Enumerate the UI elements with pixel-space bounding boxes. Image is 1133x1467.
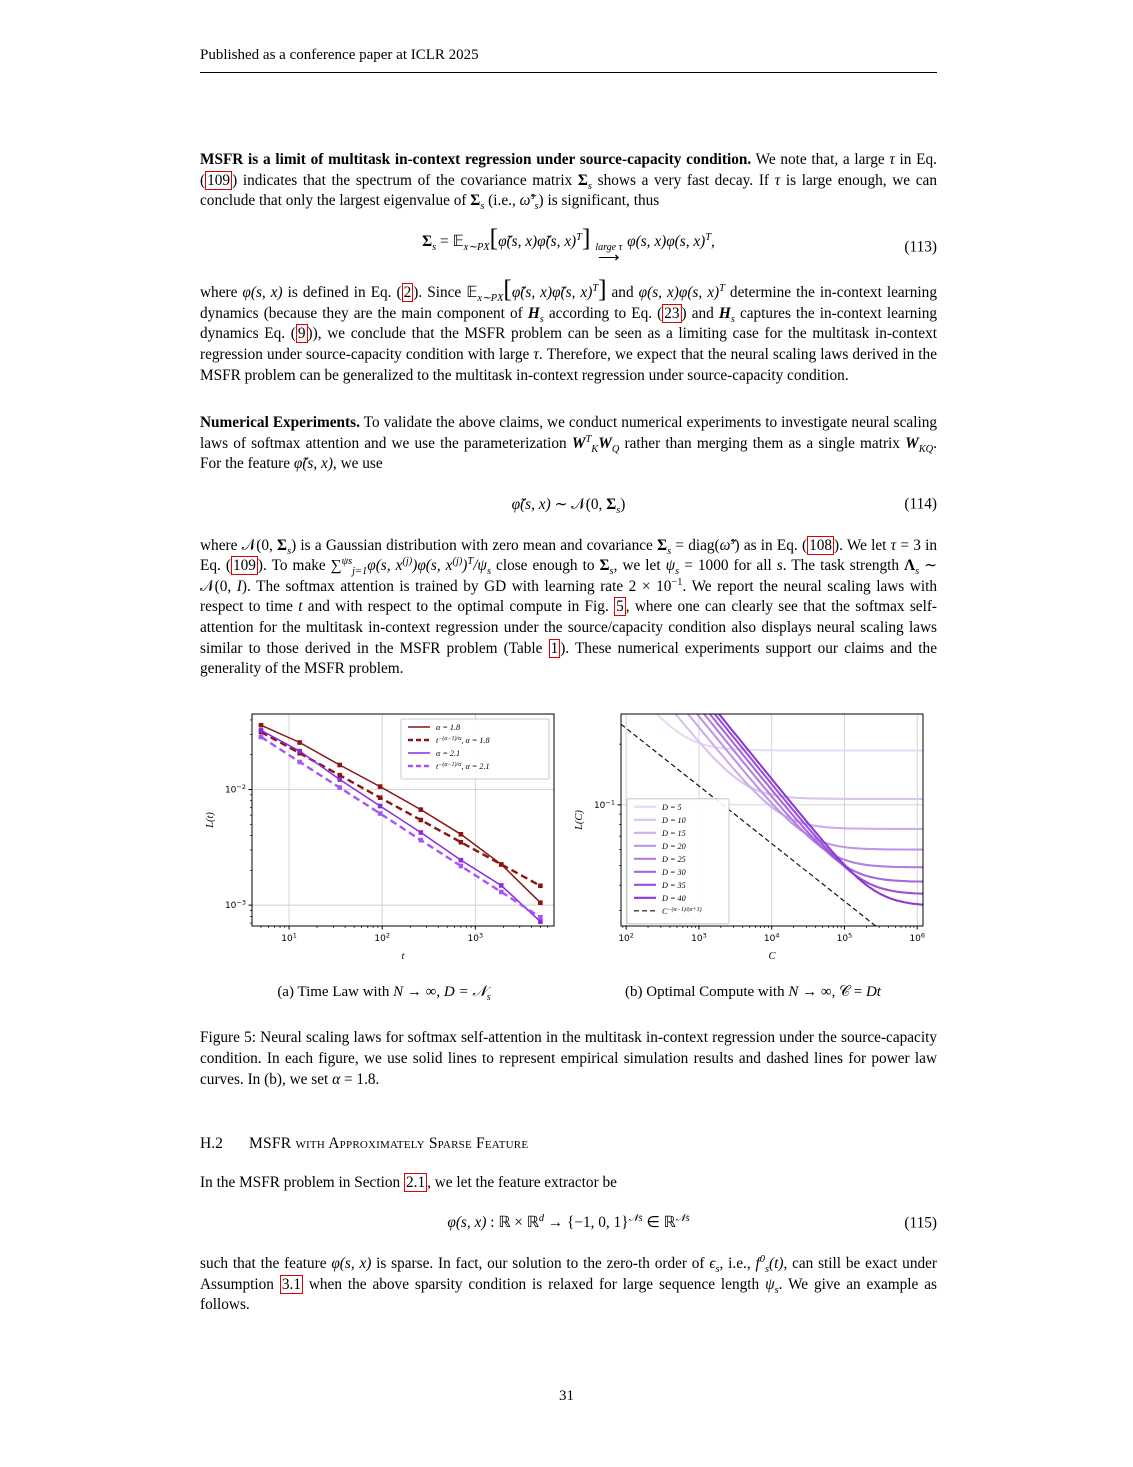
- text-run: s: [675, 566, 680, 578]
- text-run: f: [755, 1254, 760, 1272]
- equation-113: [200, 224, 937, 266]
- text-run: ψ: [765, 1275, 775, 1293]
- text-run: D: [443, 983, 455, 1000]
- paragraph-where-phi: [200, 276, 937, 386]
- text-run: τ: [890, 536, 897, 554]
- text-run: KQ: [918, 443, 934, 455]
- svg-text:106: $10^6$: [909, 931, 926, 944]
- svg-text:10−1: $10^{-1}$: [593, 798, 615, 811]
- equation-115: [200, 1213, 937, 1234]
- text-run: = 1.8.: [340, 1070, 380, 1088]
- text-run: s: [715, 1263, 720, 1275]
- text-run: , can still be exact under Assumption: [200, 1254, 937, 1293]
- chart-time-law: [200, 706, 568, 1003]
- figure-5: [200, 706, 937, 1003]
- paragraph-msfr-limit: [200, 150, 937, 212]
- text-run: x∼P: [463, 241, 484, 253]
- text-run: (j): [402, 556, 413, 568]
- limit-arrow: large τ ⟶: [595, 241, 623, 266]
- text-run: φ(s, x: [367, 557, 403, 575]
- text-run: = 1000 for all: [679, 557, 777, 575]
- text-run: Σ: [422, 232, 433, 250]
- text-run: φ(s, x): [447, 1214, 487, 1232]
- text-run: K: [591, 443, 599, 455]
- text-run: ) is significant, thus: [538, 192, 660, 210]
- text-run: Q: [611, 443, 620, 455]
- svg-text:104: $10^4$: [763, 931, 780, 944]
- text-run: H: [527, 304, 540, 322]
- text-run: ) is a Gaussian distribution with zero mean and covariance: [291, 536, 658, 554]
- section-heading-h2: [200, 1134, 937, 1155]
- equation-115-number: (115): [904, 1214, 937, 1232]
- text-run: We note that, a large: [751, 151, 890, 168]
- text-run: is sparse. In fact, our solution to the zero-th order of: [371, 1254, 710, 1272]
- svg-text:101: $10^1$: [281, 931, 297, 944]
- text-run: ∼ 𝒩(0,: [550, 496, 607, 514]
- text-run: φ(s, x): [331, 1254, 372, 1272]
- text-run: s: [480, 201, 485, 213]
- text-run: = diag(: [671, 536, 720, 554]
- text-run: T: [585, 433, 592, 445]
- section-number: H.2: [200, 1135, 223, 1153]
- text-run: φ(s, x): [242, 284, 283, 302]
- svg-text:t: t: [401, 950, 405, 962]
- text-run: and with respect to the optimal compute in Fig.: [302, 598, 615, 616]
- text-run: s: [774, 1284, 779, 1296]
- text-run: ). To make ∑: [257, 557, 342, 575]
- text-run: N: [393, 983, 404, 1000]
- equation-113-number: (113): [904, 238, 937, 256]
- text-run: s: [776, 557, 783, 575]
- svg-text:D = 5: D = 5: [662, 802, 682, 812]
- text-run: shows a very fast decay. If: [591, 171, 775, 189]
- text-run: close enough to: [491, 557, 600, 575]
- text-run: ∼ 𝒩(0,: [200, 557, 937, 595]
- text-run: −1: [671, 576, 683, 588]
- ref-link[interactable]: 1: [550, 639, 559, 657]
- text-run: ). We let: [834, 536, 891, 554]
- text-run: = 𝒩: [454, 983, 487, 1000]
- text-run: → {−1, 0, 1}: [544, 1214, 629, 1232]
- text-run: φ̃(s, x)φ̃(s, x): [498, 232, 577, 250]
- svg-text:α = 2.1: α = 2.1: [436, 748, 461, 758]
- text-run: ψs: [341, 556, 353, 568]
- ref-link[interactable]: 108: [809, 536, 833, 554]
- text-run: 𝒩s: [675, 1213, 690, 1225]
- text-run: φ̃(s, x): [511, 496, 551, 514]
- text-run: φ̃(s, x)φ̃(s, x): [511, 284, 593, 302]
- svg-text:C: C: [768, 950, 776, 962]
- text-run: H: [718, 304, 731, 322]
- text-run: d: [538, 1213, 545, 1225]
- svg-text:D = 25: D = 25: [662, 854, 686, 864]
- text-run: (t): [769, 1254, 784, 1272]
- paragraph-msfr-section: [200, 1173, 937, 1194]
- text-run: s: [530, 191, 535, 203]
- text-run: T: [576, 231, 582, 243]
- paragraph-sparse-feature: [200, 1254, 937, 1316]
- svg-text:103: $10^3$: [691, 931, 707, 944]
- text-run: ) and: [681, 304, 719, 322]
- text-run: = 3 in Eq. (: [200, 536, 937, 575]
- text-run: , i.e.,: [719, 1254, 756, 1272]
- text-run: In the MSFR problem in Section: [200, 1173, 404, 1191]
- text-run: Σ: [577, 171, 588, 189]
- text-run: s: [432, 241, 437, 253]
- text-run: W: [571, 434, 586, 452]
- ref-link[interactable]: 3.1: [281, 1275, 301, 1293]
- text-run: t: [298, 598, 303, 616]
- caption-a: [200, 982, 568, 1003]
- text-run: Σ: [657, 536, 668, 554]
- text-run: ). The softmax attention is trained by GD with learning rate 2 × 10: [241, 577, 672, 595]
- text-run: (a) Time Law with: [277, 983, 394, 1000]
- text-run: ): [620, 496, 626, 514]
- text-run: where: [200, 284, 243, 302]
- ref-link[interactable]: 109: [207, 171, 231, 189]
- svg-text:D = 40: D = 40: [662, 893, 686, 903]
- equation-113-body: [422, 224, 715, 266]
- text-run: and: [606, 284, 639, 302]
- text-run: ): [462, 557, 468, 575]
- text-run: s: [534, 201, 539, 213]
- text-run: rather than merging them as a single matrix: [619, 434, 906, 452]
- header-rule: [200, 72, 937, 73]
- svg-text:t−(α−1)/α, α = 2.1: $t^{-(\alpha-1)/\alpha}$, α = 2.1: [436, 761, 490, 771]
- text-run: s: [915, 566, 920, 578]
- text-run: ) as in Eq. (: [734, 536, 808, 554]
- text-run: X: [497, 293, 504, 305]
- text-run: s: [730, 535, 735, 547]
- ref-link[interactable]: 2: [403, 284, 412, 302]
- svg-text:L(C): L(C): [574, 809, 585, 830]
- text-run: such that the feature: [200, 1254, 332, 1272]
- ref-link[interactable]: 2.1: [405, 1173, 426, 1191]
- text-run: . The task strength: [782, 557, 905, 575]
- text-run: 0: [759, 1253, 765, 1265]
- svg-text:10−2: $10^{-2}$: [224, 782, 246, 796]
- text-run: T: [467, 556, 474, 568]
- text-run: ∈ ℝ: [642, 1214, 676, 1232]
- text-run: τ: [533, 346, 539, 364]
- svg-text:D = 10: D = 10: [662, 815, 686, 825]
- equation-114-body: [512, 495, 626, 516]
- text-run: ). Since 𝔼: [413, 284, 478, 302]
- paragraph-gaussian: [200, 536, 937, 680]
- text-run: , where one can clearly see that the softmax self-attention for the multitask in-context regression under the source/capacity condition also displays neural scaling laws similar to those derived in the MSFR problem (Table: [200, 598, 938, 657]
- text-run: , we use: [332, 455, 383, 473]
- text-run: φ(s, x)φ(s, x): [627, 232, 706, 250]
- chart-b-svg: [569, 706, 937, 966]
- text-run: W: [905, 434, 919, 452]
- text-run: To validate the above claims, we conduct numerical experiments to investigate neural scaling laws of softmax attention and we use the parameterization: [200, 414, 937, 452]
- ref-link[interactable]: 5: [616, 598, 624, 616]
- text-run: )), we conclude that the MSFR problem can be seen as a limiting case for the multitask in-context regression under source-capacity condition with large: [200, 325, 937, 364]
- ref-link[interactable]: 23: [664, 304, 680, 322]
- text-run: s: [539, 313, 544, 325]
- text-run: T: [592, 283, 599, 295]
- text-run: Numerical Experiments.: [200, 414, 360, 432]
- text-run: : ℝ × ℝ: [486, 1214, 539, 1232]
- svg-text:D = 35: D = 35: [662, 880, 686, 890]
- text-run: Σ: [277, 536, 288, 554]
- text-run: W: [598, 434, 612, 452]
- equation-115-body: [447, 1213, 689, 1234]
- equation-114: [200, 495, 937, 516]
- text-run: ) indicates that the spectrum of the covariance matrix: [232, 171, 578, 189]
- text-run: τ: [774, 171, 781, 189]
- text-run: , we let: [613, 557, 666, 575]
- text-run: N: [788, 983, 799, 1000]
- text-run: s: [486, 991, 491, 1003]
- text-run: (b) Optimal Compute with: [625, 983, 789, 1000]
- text-run: = 𝔼: [436, 232, 464, 250]
- text-run: → ∞, 𝒞 =: [798, 983, 866, 1000]
- svg-text:t−(α−1)/α, α = 1.8: $t^{-(\alpha-1)/\alpha}$, α = 1.8: [436, 735, 490, 745]
- text-run: is defined in Eq. (: [282, 284, 402, 302]
- svg-text:D = 20: D = 20: [662, 841, 686, 851]
- text-run: (i.e.,: [484, 192, 520, 210]
- text-run: ψ: [665, 557, 676, 575]
- chart-optimal-compute: [569, 706, 937, 1003]
- text-run: s: [730, 313, 735, 325]
- text-run: ϵ: [709, 1254, 716, 1272]
- text-run: Figure 5: Neural scaling laws for softmax self-attention in the multitask in-context regression under the source-capacity condition. In each figure, we use solid lines to represent empirical simulation results and dashed lines for power law curves. In (b), we set: [200, 1029, 937, 1088]
- svg-text:103: $10^3$: [467, 931, 484, 944]
- text-run: T: [719, 283, 725, 295]
- text-run: determine the in-context learning dynamics (because they are the main component of: [200, 284, 937, 322]
- text-run: x∼P: [477, 293, 498, 305]
- svg-text:D = 15: D = 15: [662, 828, 686, 838]
- text-run: )φ(s, x: [412, 557, 453, 575]
- text-run: . Therefore, we expect that the neural scaling laws derived in the MSFR problem can be generalized to the multitask in-context regression under source-capacity condition.: [200, 346, 937, 384]
- text-run: X: [483, 241, 490, 253]
- text-run: Λ: [904, 557, 916, 575]
- page-header: Published as a conference paper at ICLR 2025: [200, 47, 479, 63]
- text-run: ]: [581, 224, 591, 252]
- text-run: Σ: [606, 496, 617, 514]
- text-run: is large enough, we can conclude that only the largest eigenvalue of: [200, 171, 937, 210]
- text-run: s: [667, 545, 672, 557]
- text-run: s: [764, 1263, 769, 1275]
- svg-text:C−(α−1)/(α+1): $C^{-(\alpha-1)/(\alpha+1)}$: [662, 906, 702, 916]
- svg-text:105: $10^5$: [836, 931, 853, 944]
- text-run: Σ: [470, 192, 481, 210]
- text-run: captures the in-context learning dynamics Eq. (: [200, 304, 937, 343]
- text-run: τ: [889, 151, 895, 168]
- page-number: 31: [559, 1388, 574, 1404]
- text-run: when the above sparsity condition is relaxed for large sequence length: [302, 1275, 766, 1293]
- text-run: . For the feature: [200, 434, 937, 473]
- text-run: . We give an example as follows.: [200, 1275, 937, 1314]
- text-run: Σ: [599, 557, 610, 575]
- text-run: ,: [711, 232, 715, 250]
- legend: [401, 719, 549, 779]
- text-run: ]: [598, 276, 607, 304]
- text-run: (j): [452, 556, 463, 568]
- figure-5-caption: [200, 1028, 937, 1090]
- svg-text:L(t): L(t): [205, 811, 216, 828]
- text-run: ω̃: [719, 536, 731, 554]
- text-run: s: [287, 545, 292, 557]
- text-run: s: [486, 566, 491, 578]
- text-run: φ(s, x)φ(s, x): [638, 284, 720, 302]
- text-run: according to Eq. (: [543, 304, 663, 322]
- ref-link[interactable]: 109: [232, 557, 256, 575]
- svg-text:D = 30: D = 30: [662, 867, 686, 877]
- text-run: s: [616, 505, 621, 517]
- svg-text:102: $10^2$: [374, 931, 390, 944]
- text-run: j=1: [352, 566, 368, 578]
- text-run: [: [489, 224, 499, 252]
- text-run: [: [503, 276, 512, 304]
- text-run: MSFR is a limit of multitask in-context regression under source-capacity condition.: [200, 151, 752, 168]
- caption-b: [569, 982, 937, 1003]
- legend: [627, 799, 729, 924]
- text-run: /ψ: [473, 557, 487, 575]
- text-run: → ∞,: [403, 983, 444, 1000]
- text-run: φ̃(s, x): [293, 455, 333, 473]
- text-run: I: [236, 577, 242, 595]
- page-content: [200, 142, 937, 1316]
- text-run: ). These numerical experiments support our claims and the generality of the MSFR problem.: [200, 639, 937, 678]
- text-run: . We report the neural scaling laws with respect to time: [200, 577, 937, 616]
- text-run: in Eq. (: [200, 151, 937, 189]
- text-run: , we let the feature extractor be: [427, 1173, 617, 1191]
- text-run: s: [587, 180, 592, 192]
- equation-114-number: (114): [904, 496, 937, 514]
- ref-link[interactable]: 9: [297, 325, 306, 343]
- text-run: 𝒩s: [628, 1213, 643, 1225]
- text-run: Dt: [865, 983, 881, 1000]
- chart-a-svg: [200, 706, 568, 966]
- text-run: α: [332, 1070, 341, 1088]
- svg-text:102: $10^2$: [618, 931, 634, 944]
- text-run: where 𝒩(0,: [200, 536, 278, 554]
- text-run: T: [705, 231, 712, 243]
- paragraph-numerical-experiments: [200, 413, 937, 475]
- svg-text:α = 1.8: α = 1.8: [436, 722, 461, 732]
- text-run: s: [609, 566, 614, 578]
- text-run: ω̃: [519, 192, 531, 210]
- section-title: MSFR with Approximately Sparse Feature: [248, 1135, 529, 1153]
- svg-text:10−3: $10^{-3}$: [224, 898, 246, 911]
